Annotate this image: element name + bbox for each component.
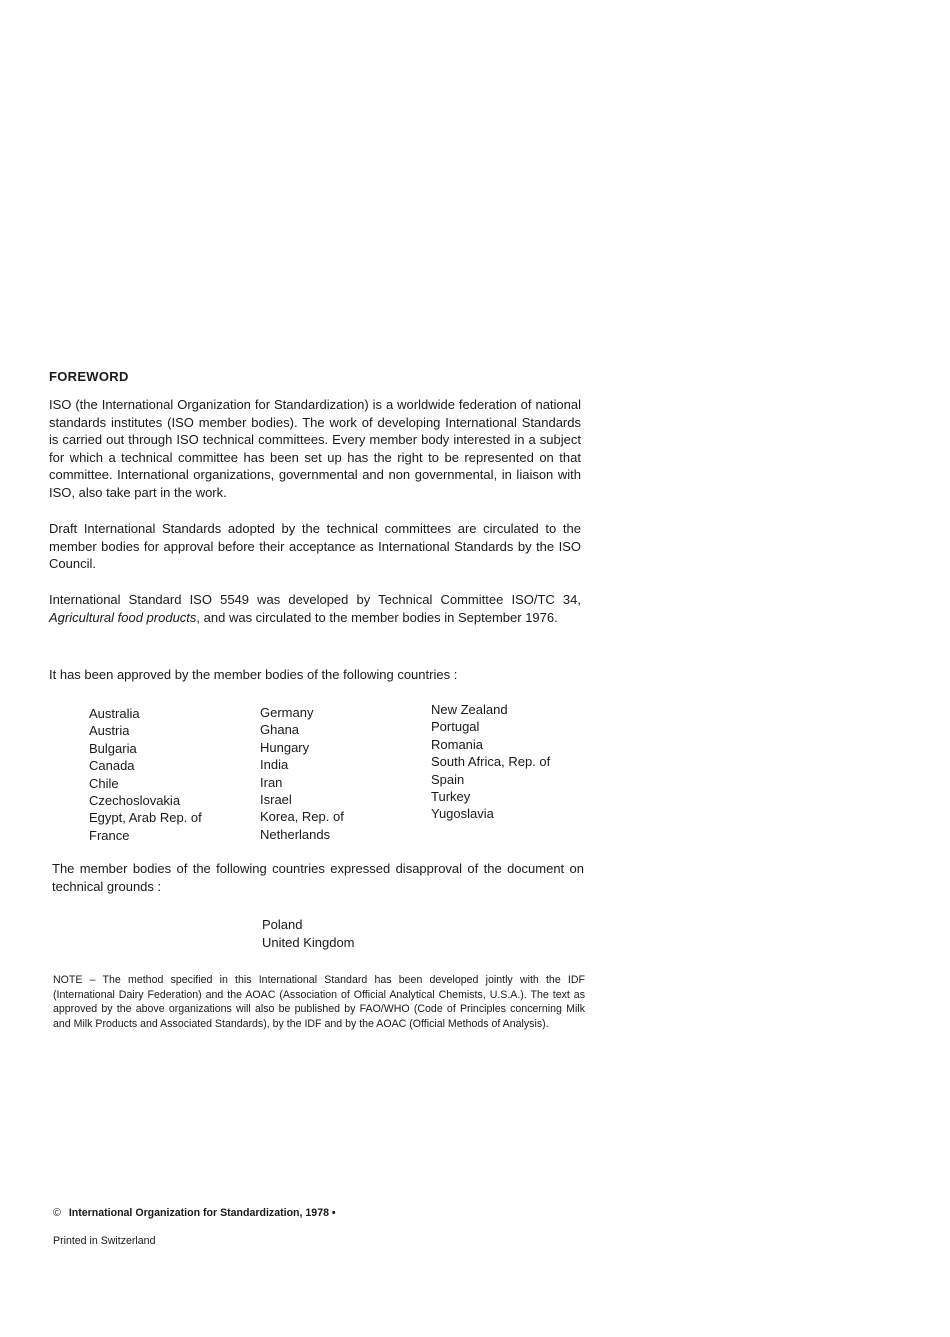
paragraph-iso-description: ISO (the International Organization for Standardization) is a worldwide federation of national standards institutes (ISO member bodies). The work of developing International Standards is carried out through ISO technical committees. Every member body interested in a subject for which a technical committee has been set up has the right to be represented on that committee. International organizations, governmental and non governmental, in liaison with ISO, also take part in the work. xyxy=(49,397,581,500)
country-item: Egypt, Arab Rep. of xyxy=(89,810,202,826)
country-item: India xyxy=(260,757,289,773)
country-item: Austria xyxy=(89,723,130,739)
foreword-heading: FOREWORD xyxy=(49,369,129,384)
country-item: Netherlands xyxy=(260,826,331,842)
note-paragraph: NOTE – The method specified in this International Standard has been developed jointly with the IDF (International Dairy Federation) and the AOAC (Association of Official Analytical Chemists, U.S.A.). The text as approved by the above organizations will also be published by FAO/WHO (Code of Principles concerning Milk and Milk Products and Associated Standards), by the IDF and by the AOAC (Official Methods of Analysis). xyxy=(53,974,585,1030)
country-item: Hungary xyxy=(260,739,310,755)
paragraph-standard-development xyxy=(49,591,581,626)
country-item: Canada xyxy=(89,758,135,774)
country-item: Australia xyxy=(89,706,140,721)
country-item: Yugoslavia xyxy=(431,806,494,822)
country-item: Spain xyxy=(431,771,465,787)
country-item: Portugal xyxy=(431,719,480,735)
paragraph-disapproval-intro: The member bodies of the following countries expressed disapproval of the document on technical grounds : xyxy=(52,861,584,894)
copyright-line xyxy=(53,1207,336,1219)
country-item: Israel xyxy=(260,792,292,808)
approving-countries-column-3 xyxy=(431,701,550,823)
paragraph-approval-intro: It has been approved by the member bodies of the following countries : xyxy=(49,667,458,682)
country-item: New Zealand xyxy=(431,702,508,717)
country-item: Turkey xyxy=(431,789,471,805)
country-item: Bulgaria xyxy=(89,740,137,756)
country-item: Korea, Rep. of xyxy=(260,809,344,825)
copyright-symbol: © xyxy=(53,1207,61,1219)
printed-location: Printed in Switzerland xyxy=(53,1235,156,1247)
paragraph-standard-development-start: International Standard ISO 5549 was developed by Technical Committee ISO/TC 34, xyxy=(49,592,581,607)
country-item: Ghana xyxy=(260,722,300,738)
approving-countries-column-1 xyxy=(89,705,202,844)
country-item: South Africa, Rep. of xyxy=(431,754,551,770)
country-item: Romania xyxy=(431,736,484,752)
disapproving-country-item: United Kingdom xyxy=(262,935,355,950)
disapproving-country-item: Poland xyxy=(262,917,303,932)
committee-title: Agricultural food products xyxy=(49,609,197,625)
country-item: Germany xyxy=(260,705,314,720)
country-item: France xyxy=(89,827,130,843)
country-item: Chile xyxy=(89,775,119,791)
country-item: Czechoslovakia xyxy=(89,793,181,809)
copyright-text: International Organization for Standardization, 1978 • xyxy=(68,1207,336,1219)
country-item: Iran xyxy=(260,774,283,790)
disapproving-countries-list xyxy=(262,916,355,952)
paragraph-draft-standards: Draft International Standards adopted by the technical committees are circulated to the member bodies for approval before their acceptance as International Standards by the ISO Council. xyxy=(49,521,581,572)
approving-countries-column-2 xyxy=(260,704,344,843)
paragraph-standard-development-end: , and was circulated to the member bodies in September 1976. xyxy=(196,609,558,625)
